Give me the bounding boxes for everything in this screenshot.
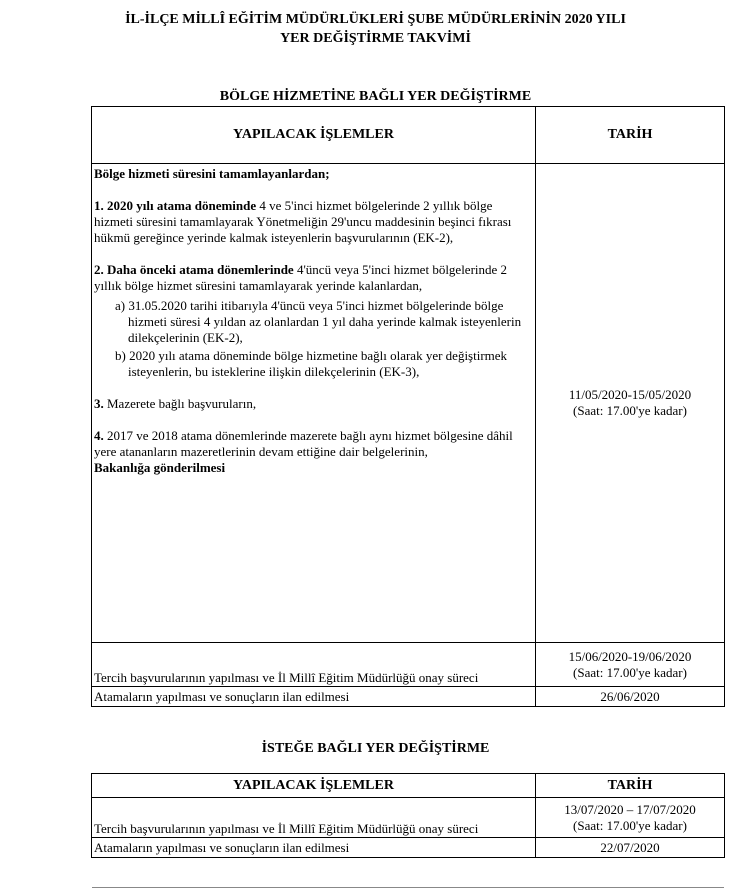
section1-row1-tasks (92, 164, 536, 643)
section2-row2-task: Atamaların yapılması ve sonuçların ilan edilmesi (92, 838, 536, 858)
section1-row3-date: 26/06/2020 (536, 687, 725, 707)
section2-col-islemler: YAPILACAK İŞLEMLER (92, 774, 536, 798)
row1-item1: 1. 2020 yılı atama döneminde 4 ve 5'inci hizmet bölgelerinde 2 yıllık bölge hizmeti süresini tamamlayarak Yönetmeliğin 29'uncu maddesinin beşinci fıkrası hükmü gereğince yerinde kalmak isteyenlerin başvurularının (EK-2), (94, 198, 512, 245)
section1-row2 (92, 643, 725, 687)
section2-row1-date: 13/07/2020 – 17/07/2020 (Saat: 17.00'ye kadar) (536, 798, 725, 838)
row1-item2b: b) 2020 yılı atama döneminde bölge hizmetine bağlı olarak yer değiştirmek isteyenlerin, bu isteklerine ilişkin dilekçelerinin (EK-3), (115, 348, 508, 379)
section2-col-tarih: TARİH (536, 774, 725, 798)
section2-row2-date: 22/07/2020 (536, 838, 725, 858)
section2-heading: İSTEĞE BAĞLI YER DEĞİŞTİRME (261, 741, 490, 756)
row1-item2: 2. Daha önceki atama dönemlerinde 4'üncü veya 5'inci hizmet bölgelerinde 2 yıllık bölge hizmet süresini tamamlayarak yerinde kalanlardan, (94, 262, 508, 293)
document-title-line2: YER DEĞİŞTİRME TAKVİMİ (280, 31, 471, 46)
section1-row2-date: 15/06/2020-19/06/2020 (Saat: 17.00'ye kadar) (536, 643, 725, 687)
section1-heading: BÖLGE HİZMETİNE BAĞLI YER DEĞİŞTİRME (219, 89, 532, 104)
section1-col-islemler: YAPILACAK İŞLEMLER (92, 107, 536, 164)
row1-item4: 4. 2017 ve 2018 atama dönemlerinde mazerete bağlı aynı hizmet bölgesine dâhil yere atananların mazeretlerinin devam ettiğine dair belgelerinin, Bakanlığa gönderilmesi (94, 428, 513, 475)
section1-table (91, 106, 725, 707)
section2-row1 (92, 798, 725, 838)
footer-rule (92, 887, 724, 888)
row1-item3: 3. Mazerete bağlı başvuruların, (94, 396, 257, 411)
section1-col-tarih: TARİH (536, 107, 725, 164)
section1-row1-date: 11/05/2020-15/05/2020 (Saat: 17.00'ye kadar) (536, 164, 725, 643)
section2-table (91, 773, 725, 858)
section1-header-row (92, 107, 725, 164)
section2-row1-task: Tercih başvurularının yapılması ve İl Millî Eğitim Müdürlüğü onay süreci (92, 798, 536, 838)
section2-row2 (92, 838, 725, 858)
section2-header-row (92, 774, 725, 798)
section1-row3 (92, 687, 725, 707)
section1-row2-task: Tercih başvurularının yapılması ve İl Millî Eğitim Müdürlüğü onay süreci (92, 643, 536, 687)
document-title-line1: İL-İLÇE MİLLÎ EĞİTİM MÜDÜRLÜKLERİ ŞUBE MÜDÜRLERİNİN 2020 YILI (125, 12, 626, 27)
section1-row1 (92, 164, 725, 643)
row1-intro: Bölge hizmeti süresini tamamlayanlardan; (94, 166, 330, 181)
row1-item2a: a) 31.05.2020 tarihi itibarıyla 4'üncü veya 5'inci hizmet bölgelerinde bölge hizmeti süresi 4 yıldan az olanlardan 1 yıl daha yerinde kalmak isteyenlerin dilekçelerinin (EK-2), (115, 298, 522, 345)
section1-row3-task: Atamaların yapılması ve sonuçların ilan edilmesi (92, 687, 536, 707)
